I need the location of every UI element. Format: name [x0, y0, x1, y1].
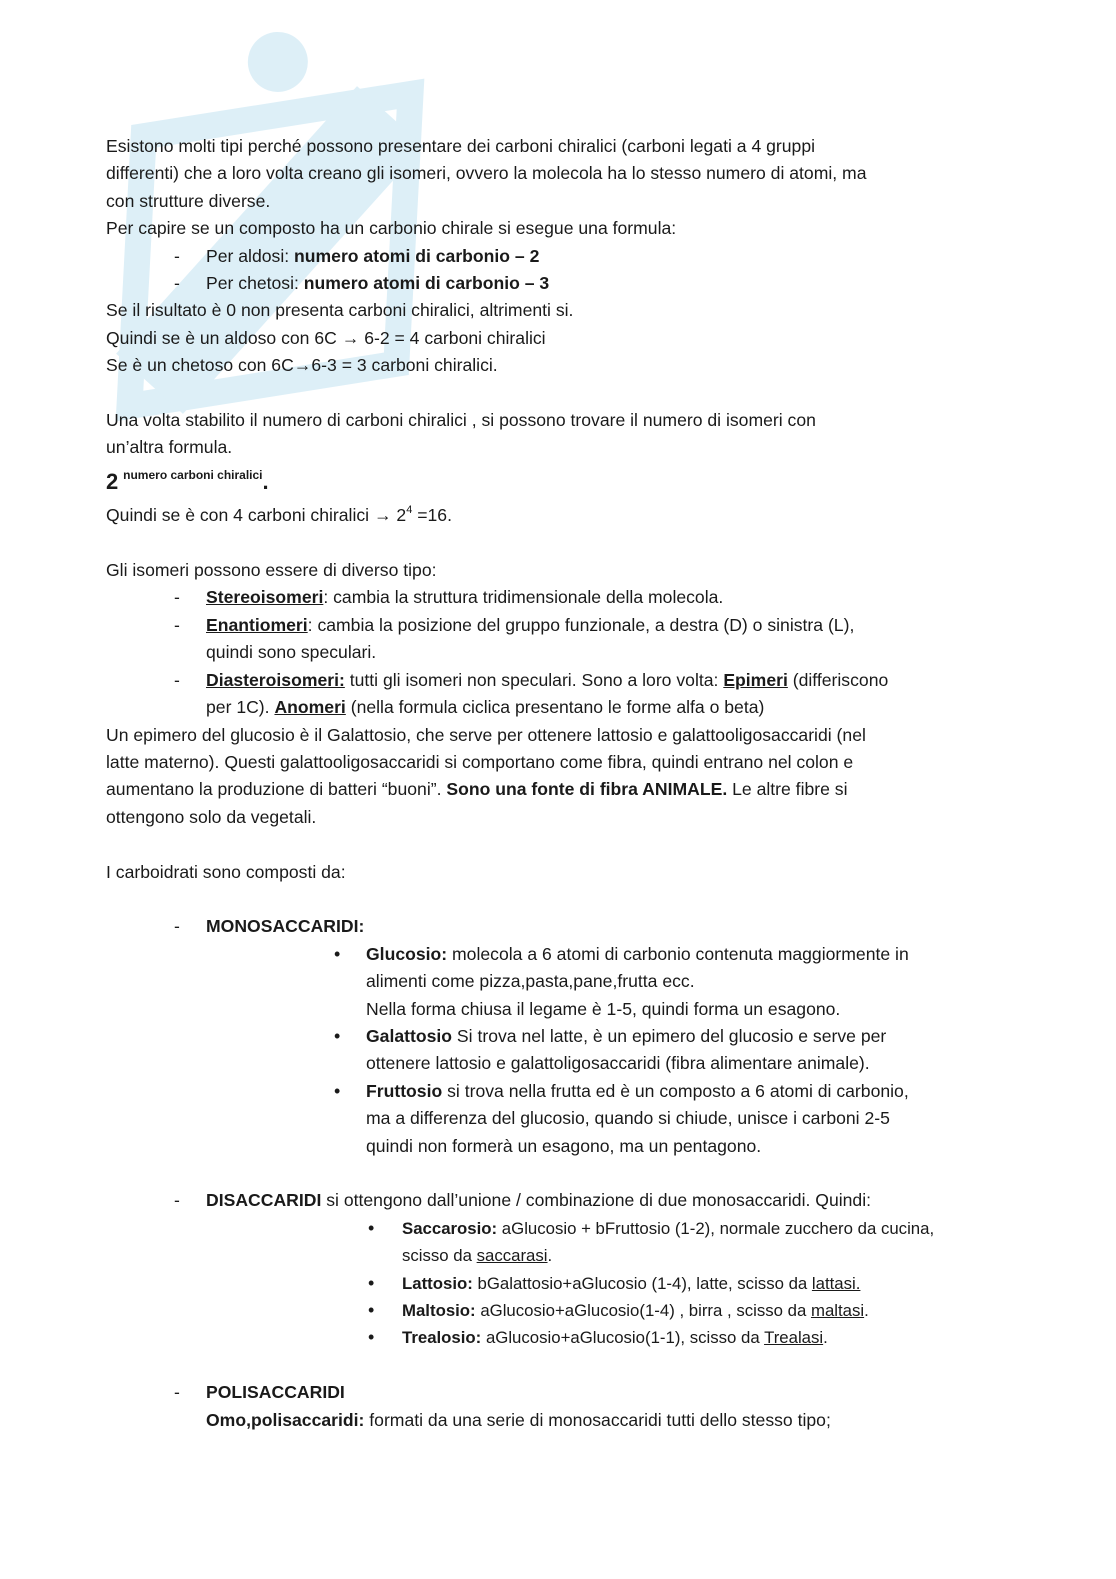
list-item: • Fruttosio si trova nella frutta ed è un composto a 6 atomi di carbonio, ma a differenza del glucosio, quando si chiude, unisce i carboni 2-5 quindi non formerà un esagono, ma un pentagono. — [106, 1078, 1006, 1160]
paragraph-line: I carboidrati sono composti da: — [106, 861, 346, 882]
paragraph-line: Gli isomeri possono essere di diverso tipo: — [106, 560, 437, 581]
monosaccaridi-list — [106, 941, 1006, 1160]
paragraph-line: un’altra formula. — [106, 437, 233, 458]
paragraph-line: Per capire se un composto ha un carbonio chirale si esegue una formula: — [106, 218, 677, 239]
list-item: • Lattosio: bGalattosio+aGlucosio (1-4), latte, scisso da lattasi. — [106, 1270, 1006, 1297]
list-item: • Galattosio Si trova nel latte, è un epimero del glucosio e serve per ottenere lattosio e galattoligosaccaridi (fibra alimentare animale). — [106, 1023, 1006, 1078]
paragraph-line: latte materno). Questi galattooligosaccaridi si comportano come fibra, quindi entrano nel colon e — [106, 751, 854, 772]
type-diasteroisomeri: - Diasteroisomeri: tutti gli isomeri non speculari. Sono a loro volta: Epimeri (differiscono — [106, 667, 1006, 694]
paragraph-line: Se è un chetoso con 6C→6-3 = 3 carboni chiralici. — [106, 355, 498, 376]
paragraph-line: Un epimero del glucosio è il Galattosio, che serve per ottenere lattosio e galattooligosaccaridi (nel — [106, 724, 866, 745]
list-item: • Trealosio: aGlucosio+aGlucosio(1-1), scisso da Trealasi. — [106, 1324, 1006, 1351]
list-item: • Glucosio: molecola a 6 atomi di carbonio contenuta maggiormente in alimenti come pizza,pasta,pane,frutta ecc. Nella forma chiusa il legame è 1-5, quindi forma un esagono. — [106, 941, 1006, 1023]
isomer-example: Quindi se è con 4 carboni chiralici → $2^4 =16$. — [106, 504, 452, 526]
list-item: • Maltosio: aGlucosio+aGlucosio(1-4) , birra , scisso da maltasi. — [106, 1297, 1006, 1324]
type-diasteroisomeri-cont: per 1C). Anomeri (nella formula ciclica presentano le forme alfa o beta) — [206, 697, 765, 718]
formula-aldosi: - Per aldosi: numero atomi di carbonio – 2 — [106, 243, 1006, 270]
type-stereoisomeri: - Stereoisomeri: cambia la struttura tridimensionale della molecola. — [106, 584, 1006, 611]
type-enantiomeri: - Enantiomeri: cambia la posizione del gruppo funzionale, a destra (D) o sinistra (L), — [106, 612, 1006, 639]
paragraph-line: Quindi se è un aldoso con 6C → 6-2 = 4 carboni chiralici — [106, 327, 546, 348]
paragraph-line: con strutture diverse. — [106, 190, 271, 211]
paragraph-line: aumentano la produzione di batteri “buoni”. Sono una fonte di fibra ANIMALE. Le altre fibre si — [106, 779, 848, 800]
formula-chetosi: - Per chetosi: numero atomi di carbonio – 3 — [106, 270, 1006, 297]
type-enantiomeri-cont: quindi sono speculari. — [206, 642, 377, 663]
paragraph-line: Una volta stabilito il numero di carboni chiralici , si possono trovare il numero di isomeri con — [106, 410, 816, 431]
paragraph-line: Esistono molti tipi perché possono presentare dei carboni chiralici (carboni legati a 4 gruppi — [106, 136, 816, 156]
paragraph-line: Se il risultato è 0 non presenta carboni chiralici, altrimenti si. — [106, 300, 574, 321]
section-monosaccaridi: - MONOSACCARIDI: — [106, 913, 1006, 940]
list-item: • Saccarosio: aGlucosio + bFruttosio (1-2), normale zucchero da cucina, scisso da saccarasi. — [106, 1215, 1006, 1270]
section-disaccaridi: - DISACCARIDI si ottengono dall’unione / combinazione di due monosaccaridi. Quindi: — [106, 1187, 1006, 1214]
paragraph-line: ottengono solo da vegetali. — [106, 806, 317, 827]
isomer-count-formula: 2 $^{numero carboni chiralici}$. — [106, 467, 269, 494]
polisaccaridi-omo: Omo,polisaccaridi: formati da una serie di monosaccaridi tutti dello stesso tipo; — [206, 1409, 831, 1430]
section-polisaccaridi: - POLISACCARIDI — [106, 1379, 1006, 1406]
disaccaridi-list — [106, 1215, 1006, 1352]
document-page — [106, 133, 1006, 1434]
paragraph-line: differenti) che a loro volta creano gli isomeri, ovvero la molecola ha lo stesso numero di atomi, ma — [106, 163, 867, 184]
watermark-dot — [235, 20, 320, 104]
